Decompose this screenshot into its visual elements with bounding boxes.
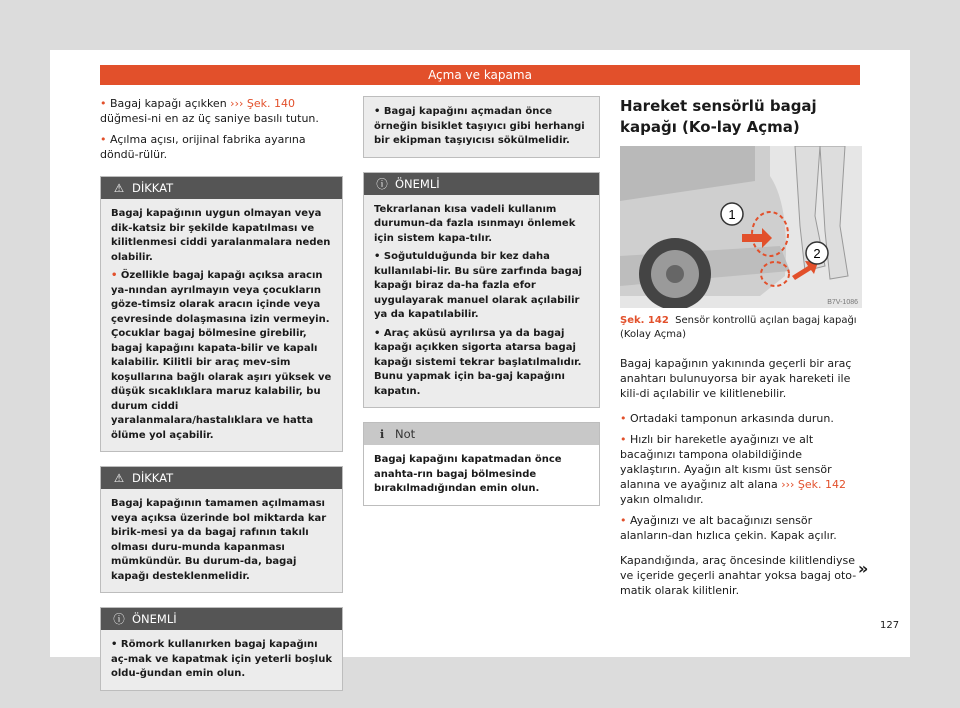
bullet-item: • Açılma açısı, orijinal fabrika ayarına döndü-rülür. xyxy=(100,133,306,161)
bullet-item: • Ortadaki tamponun arkasında durun. xyxy=(620,412,834,425)
figure-reference-link[interactable]: ››› Şek. 140 xyxy=(230,97,295,110)
column-2 xyxy=(363,96,600,520)
figure-reference-link[interactable]: ››› Şek. 142 xyxy=(781,478,847,491)
section-title: Hareket sensörlü bagaj kapağı (Ko-lay Açma) xyxy=(620,97,817,136)
figure-easy-open xyxy=(620,146,862,308)
page-number: 127 xyxy=(880,620,900,631)
warning-box: ⚠ DİKKAT Bagaj kapağının uygun olmayan veya dik-katsiz bir şekilde kapatılması ve kilitlenmesi ciddi yaralanmalara neden olabilir. • Özellikle bagaj kapağı açıksa aracın ya-nından ayrılmayın veya çocukların göze-timsiz olarak aracın içinde veya çevresinde dolaşmasına izin vermeyin. Çocuklar bagaj bölmesine girebilir, bagaj kapağını kapata-bilir ve kapalı kalabilir. Kilitli bir araç mev-sim koşullarına bağlı olarak aşırı yüksek ve düşük sıcaklıklara maruz kalabilir, bu durum ciddi yaralanmalara/hastalıklara ve hatta ölüme yol açabilir. xyxy=(100,176,343,452)
info-circle-icon: ⓘ xyxy=(113,612,125,626)
warning-box: ⚠ DİKKAT Bagaj kapağının tamamen açılmaması veya açıksa üzerinde bol miktarda kar birik-mesi ya da bagaj rafının takılı olması duru-munda kapanması mümkündür. Bu durum-da, bagaj kapağı desteklenmelidir. xyxy=(100,466,343,593)
warning-triangle-icon: ⚠ xyxy=(113,181,125,195)
callout-1: 1 xyxy=(728,207,736,222)
note-icon: ℹ xyxy=(379,427,385,441)
figure-code: B7V-1086 xyxy=(827,299,858,306)
important-header: ⓘ ÖNEMLİ xyxy=(364,173,599,195)
column-1 xyxy=(100,96,343,705)
callout-2: 2 xyxy=(813,246,821,261)
warning-triangle-icon: ⚠ xyxy=(113,471,125,485)
info-circle-icon: ⓘ xyxy=(376,176,388,191)
car-rear-illustration xyxy=(620,146,862,308)
page-header: Açma ve kapama xyxy=(100,65,860,85)
important-box: ⓘ ÖNEMLİ • Römork kullanırken bagaj kapağını aç-mak ve kapatmak için yeterli boşluk oldu-ğundan emin olun. xyxy=(100,607,343,691)
important-box: ⓘ ÖNEMLİ Tekrarlanan kısa vadeli kullanım durumun-da fazla ısınmayı önlemek için sistem kapa-tılır. • Soğutulduğunda bir kez daha kullanılabi-lir. Bu süre zarfında bagaj kapağı biraz da-ha fazla efor uygulayarak manuel olarak açılabilir ya da kapatılabilir. • Araç aküsü ayrılırsa ya da bagaj kapağı açıkken sigorta atarsa bagaj kapağı sistemi tekrar başlatılmalıdır. Bunu yapmak için ba-gaj kapağını kapatın. xyxy=(363,172,600,409)
warning-header: ⚠ DİKKAT xyxy=(101,177,342,199)
bullet-item: • Ayağınızı ve alt bacağınızı sensör alanların-dan hızlıca çekin. Kapak açılır. xyxy=(620,514,837,542)
bullet-item: • Hızlı bir hareketle ayağınızı ve alt bacağınızı tampona olabildiğinde yaklaştırın. Ayağın alt kısmı üst sensör alanına ve ayağınız alt alana ››› Şek. 142 yakın olmalıdır. xyxy=(620,433,847,506)
column-3: Hareket sensörlü bagaj kapağı (Ko-lay Açma) 1 2 B7V-1086 Şek. 142 Sensör kontrollü açılan bagaj kapağı (Kolay Açma) Bagaj kapağının yakınında geçerli bir araç anahtarı bulunuyorsa bir ayak hareketi ile kili-di açılabilir ve kilitlenebilir. • Ortadaki tamponun arkasında durun. • Hızlı bir hareketle ayağınızı ve alt bacağınızı tampona olabildiğinde yaklaştırın. Ayağın alt kısmı üst sensör alanına ve ayağınız alt alana ››› Şek. 142 yakın olmalıdır. • Ayağınızı ve alt bacağınızı sensör alanların-dan hızlıca çekin. Kapak açılır. Kapandığında, araç öncesinde kilitlendiyse ve içeride geçerli anahtar yoksa bagaj oto-matik olarak kilitlenir. xyxy=(620,96,862,604)
important-header: ⓘ ÖNEMLİ xyxy=(101,608,342,630)
note-box: ℹ Not Bagaj kapağını kapatmadan önce anahta-rın bagaj bölmesinde bırakılmadığından emin olun. xyxy=(363,422,600,506)
caption-figure-ref: Şek. 142 xyxy=(620,315,669,326)
continue-mark: » xyxy=(858,559,869,578)
note-header: ℹ Not xyxy=(364,423,599,445)
figure-caption: Şek. 142 Sensör kontrollü açılan bagaj kapağı (Kolay Açma) xyxy=(620,315,857,340)
bullet-item: • Bagaj kapağı açıkken ››› Şek. 140 düğmesi-ni en az üç saniye basılı tutun. xyxy=(100,97,319,125)
warning-box-continued: • Bagaj kapağını açmadan önce örneğin bisiklet taşıyıcı gibi herhangi bir ekipman taşıyıcısı sökülmelidir. xyxy=(363,96,600,158)
warning-header: ⚠ DİKKAT xyxy=(101,467,342,489)
